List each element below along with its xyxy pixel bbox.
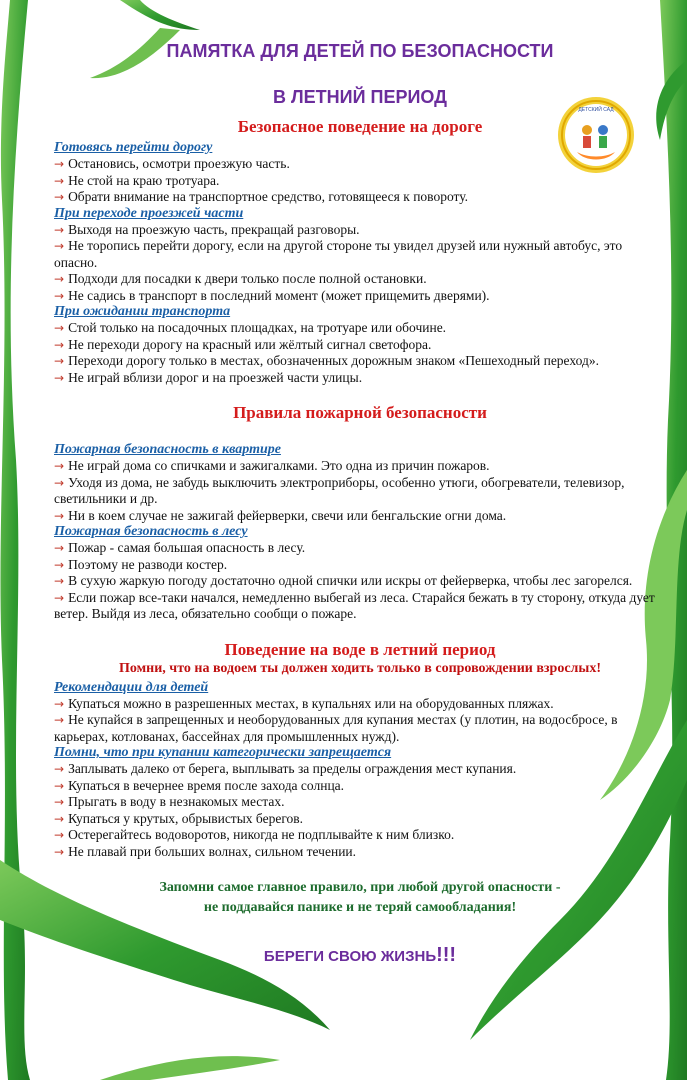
list-item-text: Стой только на посадочных площадках, на тротуаре или обочине. (68, 320, 447, 335)
fire-sub-2: Пожарная безопасность в лесу (54, 524, 248, 539)
list-item-text: Купаться можно в разрешенных местах, в купальнях или на оборудованных пляжах. (68, 695, 554, 711)
arrow-icon: → (54, 239, 65, 253)
list-item-text: Ни в коем случае не зажигай фейерверки, свечи или бенгальские огни дома. (68, 507, 507, 523)
road-sub-3: При ожидании транспорта (54, 304, 231, 319)
water-list-1 (54, 696, 666, 746)
final-rule-line-2: не поддавайся панике и не теряй самообладания! (203, 900, 517, 915)
list-item (54, 458, 666, 475)
arrow-icon: → (54, 222, 65, 237)
list-item-text: Подходи для посадки к двери только после полной остановки. (68, 271, 427, 286)
list-item (54, 222, 666, 239)
page-subtitle: В ЛЕТНИЙ ПЕРИОД (273, 87, 447, 107)
list-item-text: Пожар - самая большая опасность в лесу. (68, 540, 306, 555)
arrow-icon: → (54, 713, 65, 727)
list-item (54, 557, 666, 574)
arrow-icon: → (54, 190, 65, 204)
list-item-text: Не стой на краю тротуара. (68, 172, 220, 188)
arrow-icon: → (54, 574, 65, 588)
fire-list-1 (54, 458, 666, 524)
list-item-text: Не купайся в запрещенных и необорудованных для купания местах (у плотин, на водосбросе, в карьерах, котлованах, бассейнах для промышленных нужд). (54, 712, 618, 744)
list-item (54, 696, 666, 713)
arrow-icon: → (54, 354, 65, 368)
road-sub-2: При переходе проезжей части (54, 205, 244, 221)
list-item (54, 540, 666, 557)
arrow-icon: → (54, 696, 65, 711)
list-item-text: Не плавай при больших волнах, сильном течении. (68, 843, 357, 859)
list-item (54, 271, 666, 288)
arrow-icon: → (54, 337, 65, 352)
save-exclamation: !!! (436, 944, 457, 966)
list-item-text: Остерегайтесь водоворотов, никогда не подплывайте к ним близко. (68, 827, 455, 842)
arrow-icon: → (54, 795, 65, 809)
list-item-text: Если пожар все-таки начался, немедленно выбегай из леса. Старайся бежать в ту сторону, откуда дует ветер. Выйдя из леса, обязательно сообщи о пожаре. (54, 589, 655, 621)
final-rule (54, 878, 666, 918)
arrow-icon: → (54, 508, 65, 523)
arrow-icon: → (54, 475, 65, 490)
save-your-life (54, 944, 666, 967)
list-item (54, 238, 666, 271)
arrow-icon: → (54, 541, 65, 555)
list-item-text: Переходи дорогу только в местах, обозначенных дорожным знаком «Пешеходный переход». (68, 353, 599, 368)
list-item-text: В сухую жаркую погоду достаточно одной спички или искры от фейерверка, чтобы лес загорелся. (68, 573, 633, 588)
arrow-icon: → (54, 590, 65, 605)
logo-text: ДЕТСКИЙ САД (578, 107, 614, 113)
list-item (54, 288, 666, 305)
list-item (54, 173, 666, 190)
list-item-text: Обрати внимание на транспортное средство, готовящееся к повороту. (68, 189, 469, 204)
list-item-text: Не играй вблизи дорог и на проезжей части улицы. (68, 369, 363, 385)
fire-section-title: Правила пожарной безопасности (233, 403, 487, 422)
final-rule-line-1: Запомни самое главное правило, при любой другой опасности - (159, 880, 561, 895)
list-item-text: Выходя на проезжую часть, прекращай разговоры. (68, 221, 360, 237)
arrow-icon: → (54, 778, 65, 793)
arrow-icon: → (54, 288, 65, 303)
list-item (54, 337, 666, 354)
arrow-icon: → (54, 828, 65, 842)
list-item (54, 370, 666, 387)
list-item-text: Заплывать далеко от берега, выплывать за пределы ограждения мест купания. (68, 761, 517, 776)
arrow-icon: → (54, 811, 65, 826)
road-list-2 (54, 222, 666, 305)
list-item (54, 573, 666, 590)
list-item-text: Не переходи дорогу на красный или жёлтый сигнал светофора. (68, 336, 432, 352)
list-item (54, 475, 666, 508)
arrow-icon: → (54, 157, 65, 171)
list-item-text: Не садись в транспорт в последний момент (может прищемить дверями). (68, 287, 490, 303)
kindergarten-logo (557, 96, 635, 174)
water-sub-2: Помни, что при купании категорически запрещается (54, 745, 392, 760)
memo-content (54, 40, 666, 967)
arrow-icon: → (54, 370, 65, 385)
list-item (54, 353, 666, 370)
list-item-text: Уходя из дома, не забудь выключить электроприборы, особенно утюги, обогреватели, телевизор, светильники и др. (54, 474, 625, 506)
list-item (54, 844, 666, 861)
list-item (54, 811, 666, 828)
list-item-text: Поэтому не разводи костер. (68, 556, 228, 572)
list-item-text: Не торопись перейти дорогу, если на другой стороне ты увидел друзей или нужный автобус, это опасно. (54, 238, 623, 270)
list-item (54, 320, 666, 337)
arrow-icon: → (54, 844, 65, 859)
save-text: БЕРЕГИ СВОЮ ЖИЗНЬ (263, 948, 437, 965)
list-item-text: Купаться у крутых, обрывистых берегов. (68, 810, 304, 826)
list-item (54, 761, 666, 778)
list-item (54, 712, 666, 745)
list-item (54, 794, 666, 811)
arrow-icon: → (54, 557, 65, 572)
water-list-2 (54, 761, 666, 860)
arrow-icon: → (54, 272, 65, 286)
list-item (54, 778, 666, 795)
arrow-icon: → (54, 173, 65, 188)
list-item (54, 189, 666, 206)
fire-list-2 (54, 540, 666, 623)
list-item (54, 508, 666, 525)
list-item-text: Прыгать в воду в незнакомых местах. (68, 794, 285, 809)
list-item-text: Остановись, осмотри проезжую часть. (68, 156, 290, 171)
list-item-text: Купаться в вечернее время после захода солнца. (68, 777, 345, 793)
road-list-3 (54, 320, 666, 386)
list-item (54, 590, 666, 623)
road-section-title: Безопасное поведение на дороге (237, 117, 483, 136)
water-section-title: Поведение на воде в летний период (224, 639, 496, 659)
arrow-icon: → (54, 459, 65, 473)
fire-sub-1: Пожарная безопасность в квартире (54, 442, 281, 457)
road-sub-1: Готовясь перейти дорогу (54, 140, 213, 155)
list-item-text: Не играй дома со спичками и зажигалками. Это одна из причин пожаров. (68, 458, 490, 473)
arrow-icon: → (54, 321, 65, 335)
water-sub-1: Рекомендации для детей (54, 679, 209, 695)
arrow-icon: → (54, 762, 65, 776)
page-title: ПАМЯТКА ДЛЯ ДЕТЕЙ ПО БЕЗОПАСНОСТИ (166, 41, 554, 61)
water-note: Помни, что на водоем ты должен ходить только в сопровождении взрослых! (119, 660, 601, 676)
list-item (54, 827, 666, 844)
